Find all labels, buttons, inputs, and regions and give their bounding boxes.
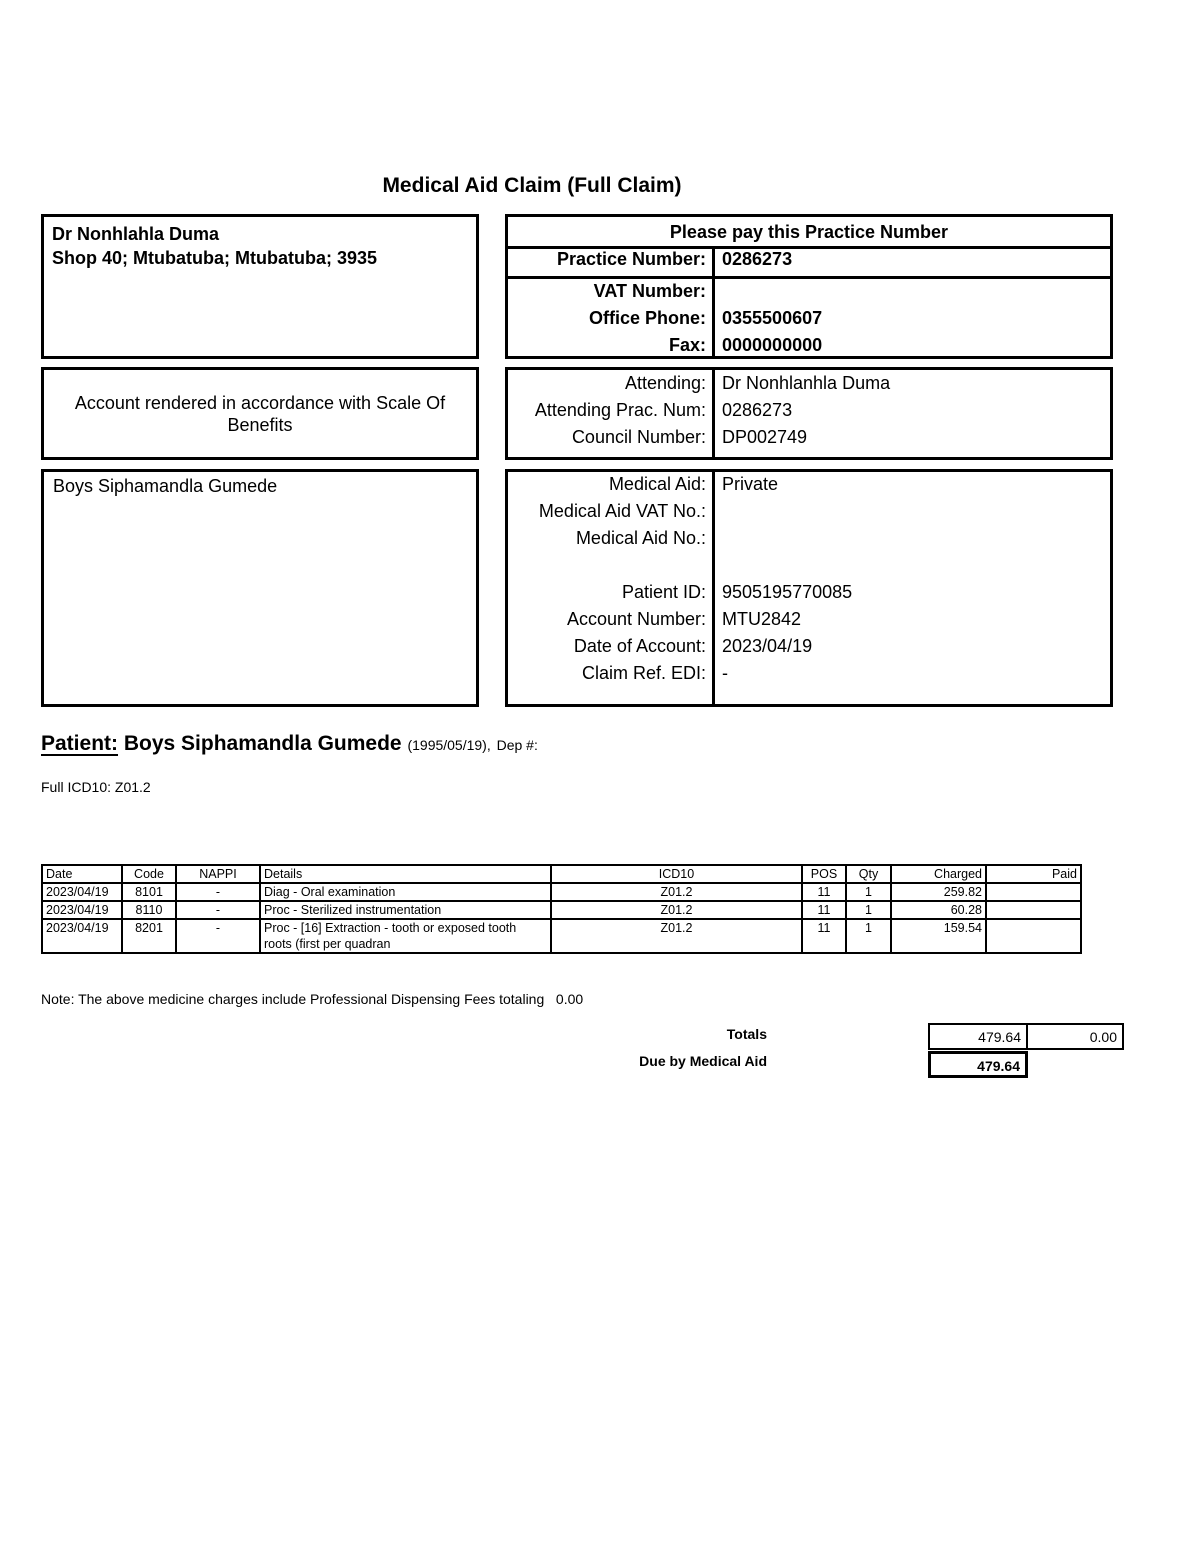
office-phone-label: Office Phone:	[588, 308, 706, 328]
col-header-code: Code	[122, 865, 176, 883]
col-header-pos: POS	[802, 865, 846, 883]
cell-paid	[986, 883, 1081, 901]
cell-date: 2023/04/19	[42, 919, 122, 953]
patient-name: Boys Siphamandla Gumede	[123, 732, 402, 755]
table-header-row	[42, 865, 1081, 883]
dispensing-fees-note: Note: The above medicine charges include Professional Dispensing Fees totaling 0.00	[41, 991, 584, 1007]
cell-code: 8101	[122, 883, 176, 901]
medical-aid-value: Private	[722, 474, 779, 494]
cell-qty: 1	[846, 901, 891, 919]
patient-dob: (1995/05/19),	[407, 737, 491, 753]
attending-prac-num-label: Attending Prac. Num:	[534, 400, 706, 420]
col-header-paid: Paid	[986, 865, 1081, 883]
full-icd10-line: Full ICD10: Z01.2	[41, 779, 151, 795]
patient-heading	[41, 732, 538, 756]
col-header-icd10: ICD10	[551, 865, 802, 883]
patient-address-box	[41, 469, 479, 707]
col-header-qty: Qty	[846, 865, 891, 883]
cell-charged: 259.82	[891, 883, 986, 901]
col-header-date: Date	[42, 865, 122, 883]
cell-code: 8201	[122, 919, 176, 953]
cell-details: Proc - [16] Extraction - tooth or exposed tooth roots (first per quadran	[260, 919, 551, 953]
cell-qty: 1	[846, 883, 891, 901]
attending-label: Attending:	[624, 373, 706, 393]
divider	[712, 246, 715, 276]
council-number-label: Council Number:	[571, 427, 706, 447]
due-label: Due by Medical Aid	[639, 1053, 767, 1069]
paid-total: 0.00	[1026, 1023, 1124, 1050]
medical-aid-no-label: Medical Aid No.:	[575, 528, 706, 548]
cell-pos: 11	[802, 919, 846, 953]
medical-aid-label: Medical Aid:	[608, 474, 706, 494]
cell-nappi: -	[176, 901, 260, 919]
office-phone-value: 0355500607	[722, 308, 823, 328]
cell-charged: 159.54	[891, 919, 986, 953]
col-header-nappi: NAPPI	[176, 865, 260, 883]
cell-paid	[986, 919, 1081, 953]
due-value: 479.64	[928, 1051, 1028, 1078]
divider	[712, 370, 715, 457]
practice-number-label: Practice Number:	[556, 249, 706, 269]
vat-label: VAT Number:	[593, 281, 706, 301]
medical-aid-vat-label: Medical Aid VAT No.:	[538, 501, 706, 521]
col-header-details: Details	[260, 865, 551, 883]
patient-id-value: 9505195770085	[722, 582, 853, 602]
cell-details: Diag - Oral examination	[260, 883, 551, 901]
patient-dep: Dep #:	[496, 737, 538, 753]
cell-date: 2023/04/19	[42, 883, 122, 901]
cell-pos: 11	[802, 883, 846, 901]
patient-prefix: Patient:	[41, 732, 119, 755]
account-number-label: Account Number:	[566, 609, 706, 629]
patient-address-name: Boys Siphamandla Gumede	[53, 476, 278, 496]
attending-value: Dr Nonhlanhla Duma	[722, 373, 891, 393]
fax-value: 0000000000	[722, 335, 823, 355]
cell-code: 8110	[122, 901, 176, 919]
table-row	[42, 919, 1081, 953]
divider	[712, 472, 715, 704]
practice-address-box	[41, 214, 479, 359]
council-number-value: DP002749	[722, 427, 808, 447]
cell-nappi: -	[176, 883, 260, 901]
cell-icd10: Z01.2	[551, 883, 802, 901]
pay-header: Please pay this Practice Number	[508, 217, 1110, 249]
doctor-name: Dr Nonhlahla Duma	[52, 224, 220, 244]
col-header-charged: Charged	[891, 865, 986, 883]
practice-number-value: 0286273	[722, 249, 793, 269]
practice-address: Shop 40; Mtubatuba; Mtubatuba; 3935	[52, 248, 378, 268]
medical-aid-box	[505, 469, 1113, 707]
attending-prac-num-value: 0286273	[722, 400, 793, 420]
cell-icd10: Z01.2	[551, 901, 802, 919]
scale-note: Account rendered in accordance with Scale Of Benefits	[74, 392, 446, 435]
charged-total: 479.64	[928, 1023, 1028, 1050]
date-of-account-label: Date of Account:	[573, 636, 706, 656]
attending-box	[505, 367, 1113, 460]
account-number-value: MTU2842	[722, 609, 802, 629]
date-of-account-value: 2023/04/19	[722, 636, 813, 656]
fax-label: Fax:	[668, 335, 706, 355]
cell-date: 2023/04/19	[42, 901, 122, 919]
cell-paid	[986, 901, 1081, 919]
cell-qty: 1	[846, 919, 891, 953]
cell-pos: 11	[802, 901, 846, 919]
cell-nappi: -	[176, 919, 260, 953]
patient-id-label: Patient ID:	[621, 582, 706, 602]
cell-charged: 60.28	[891, 901, 986, 919]
claim-ref-label: Claim Ref. EDI:	[581, 663, 706, 683]
table-row	[42, 883, 1081, 901]
scale-note-box	[41, 367, 479, 460]
pay-practice-box	[505, 214, 1113, 359]
divider	[712, 276, 715, 356]
line-items-table	[41, 864, 1082, 954]
document-title: Medical Aid Claim (Full Claim)	[382, 174, 682, 197]
totals-label: Totals	[726, 1026, 767, 1042]
practice-number-row	[508, 246, 1110, 279]
cell-icd10: Z01.2	[551, 919, 802, 953]
table-row	[42, 901, 1081, 919]
cell-details: Proc - Sterilized instrumentation	[260, 901, 551, 919]
claim-ref-value: -	[722, 663, 728, 683]
